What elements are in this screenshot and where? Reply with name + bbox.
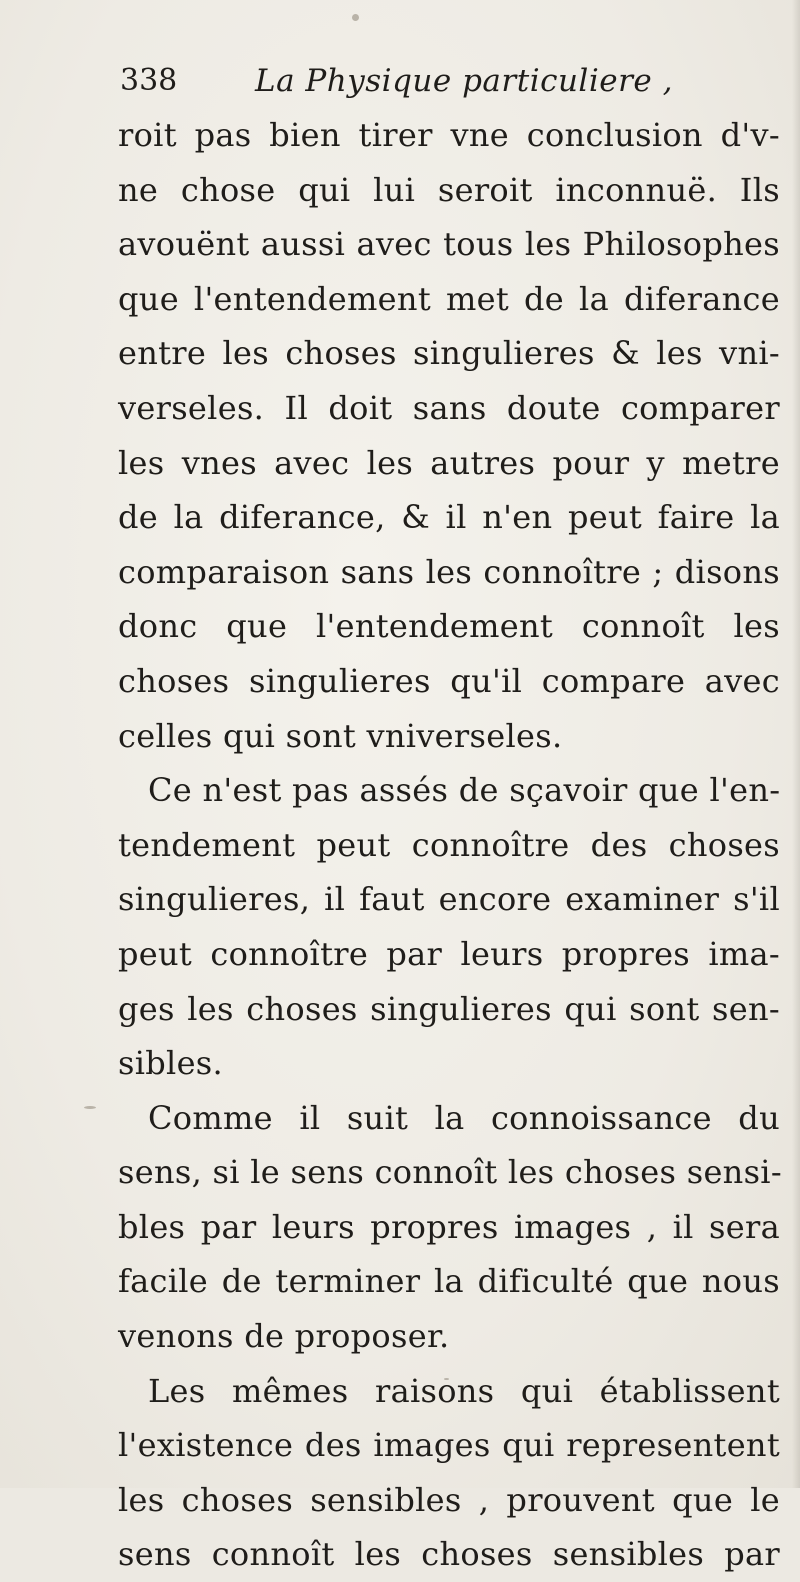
text-line: que l'entendement met de la diferance [118,279,780,318]
running-title: La Physique particuliere , [255,63,673,99]
text-line: l'existence des images qui representent [118,1426,780,1465]
page-edge-shadow [792,0,800,1488]
page-header [120,58,760,104]
body-text [118,108,780,1582]
text-line: sibles. [118,1044,224,1083]
text-line: facile de terminer la dificulté que nous [118,1262,780,1301]
text-line: tendement peut connoître des choses [118,825,780,864]
text-line: Les mêmes raisons qui établissent [148,1371,780,1410]
text-line: sens connoît les choses sensibles par [118,1535,780,1574]
text-line: roit pas bien tirer vne conclusion d'v- [118,116,780,154]
text-line: venons de proposer. [118,1317,450,1356]
text-line: Ce n'est pas assés de sçavoir que l'en- [148,771,781,810]
text-line: comparaison sans les connoître ; disons [118,552,780,591]
text-line: Comme il suit la connoissance du [148,1098,780,1137]
text-line: choses singulieres qu'il compare avec [118,661,780,700]
text-line: avouënt aussi avec tous les Philosophes [118,225,780,264]
text-line: verseles. Il doit sans doute comparer [118,388,780,427]
text-line: de la diferance, & il n'en peut faire la [118,498,780,537]
text-line: ges les choses singulieres qui sont sen- [118,989,780,1028]
page-number: 338 [120,63,178,98]
text-line: sens, si le sens connoît les choses sensi- [118,1153,782,1192]
text-line: peut connoître par leurs propres ima- [118,934,780,973]
text-line: donc que l'entendement connoît les [118,607,780,646]
text-line: celles qui sont vniverseles. [118,716,563,755]
ink-speck [84,1106,96,1109]
text-line: singulieres, il faut encore examiner s'il [118,880,780,919]
text-line: les choses sensibles , prouvent que le [118,1480,780,1519]
text-line: ne chose qui lui seroit inconnuë. Ils [118,170,780,209]
ink-speck [352,14,359,21]
text-line: les vnes avec les autres pour y metre [118,443,780,482]
text-line: bles par leurs propres images , il sera [118,1207,780,1246]
text-line: entre les choses singulieres & les vni- [118,334,780,373]
